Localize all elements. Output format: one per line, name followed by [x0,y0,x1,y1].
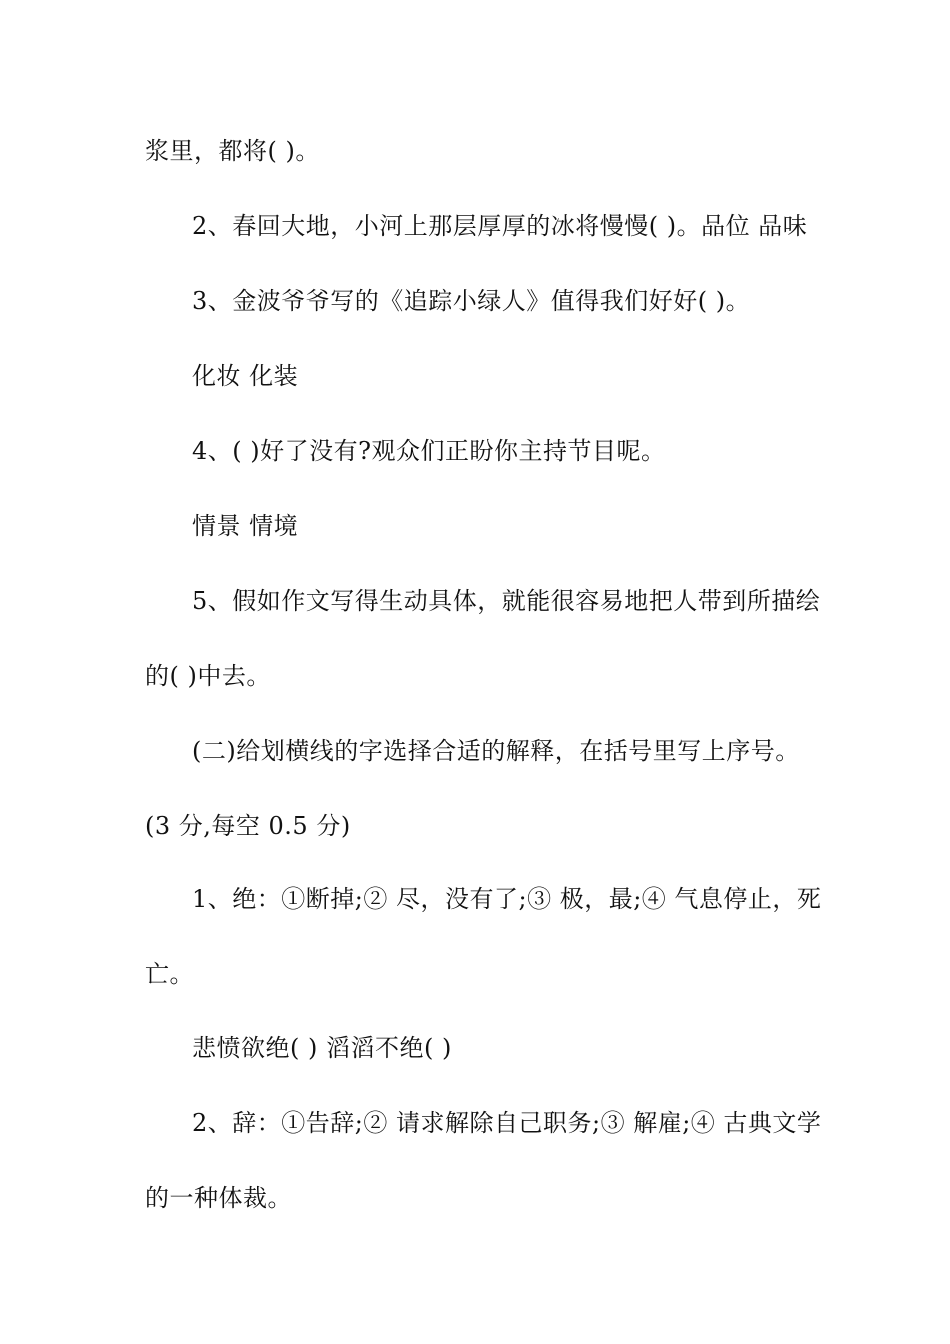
text-line-6: 情景 情境 [192,512,299,540]
text-line-14: 2、辞：①告辞;② 请求解除自己职务;③ 解雇;④ 古典文学 [192,1109,822,1137]
text-line-8: 的( )中去。 [145,662,271,690]
text-line-5: 4、( )好了没有?观众们正盼你主持节目呢。 [192,437,666,465]
text-line-9: (二)给划横线的字选择合适的解释，在括号里写上序号。 [192,737,800,765]
text-line-10: (3 分,每空 0.5 分) [145,812,351,840]
text-line-7: 5、假如作文写得生动具体，就能很容易地把人带到所描绘 [192,587,821,615]
text-line-13: 悲愤欲绝( ) 滔滔不绝( ) [192,1034,452,1062]
text-line-1: 浆里，都将( )。 [145,137,320,165]
text-line-2: 2、春回大地，小河上那层厚厚的冰将慢慢( )。品位 品味 [192,212,808,240]
text-line-11: 1、绝：①断掉;② 尽，没有了;③ 极，最;④ 气息停止，死 [192,885,822,913]
text-line-3: 3、金波爷爷写的《追踪小绿人》值得我们好好( )。 [192,287,751,315]
text-line-4: 化妆 化装 [192,362,299,390]
text-line-12: 亡。 [145,960,194,988]
text-line-15: 的一种体裁。 [145,1184,292,1212]
